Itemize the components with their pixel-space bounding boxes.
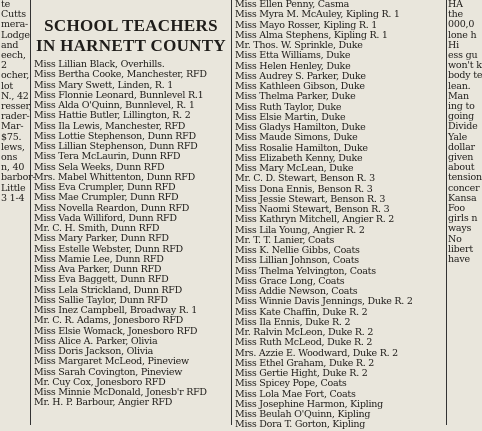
teacher-entry: Miss Eva Crumpler, Dunn RFD bbox=[34, 182, 176, 193]
text-fragment: Man bbox=[448, 90, 469, 102]
left-column-fragment bbox=[0, 0, 36, 425]
teacher-entry: Miss Beulah O'Quinn, Kipling bbox=[235, 409, 371, 420]
teacher-entry: Miss Inez Campbell, Broadway R. 1 bbox=[34, 305, 198, 316]
teacher-entry: Miss Mary Parker, Dunn RFD bbox=[34, 233, 169, 245]
teacher-entry: Miss Lillian Stephenson, Dunn RFD bbox=[34, 141, 198, 152]
text-fragment: the bbox=[448, 9, 463, 21]
text-fragment: ess gu bbox=[448, 50, 478, 62]
teacher-entry: Mrs. Azzie E. Woodward, Duke R. 2 bbox=[235, 347, 398, 359]
text-fragment: mera- bbox=[1, 19, 29, 31]
text-fragment: given bbox=[448, 152, 474, 164]
teacher-entry: Miss Margaret McLeod, Pineview bbox=[34, 356, 189, 368]
text-fragment: have bbox=[448, 254, 470, 266]
teacher-entry: Mr. C. R. Adams, Jonesboro RFD bbox=[34, 315, 184, 327]
right-column-fragment bbox=[446, 0, 482, 425]
teacher-entry: Miss Elsie Martin, Duke bbox=[235, 111, 346, 123]
teacher-entry: Mr. Thos. W. Sprinkle, Duke bbox=[235, 40, 363, 51]
text-fragment: 3 1-4 bbox=[1, 192, 25, 204]
teacher-entry: Miss Hattie Butler, Lillington, R. 2 bbox=[34, 110, 191, 122]
teacher-entry: Miss Elsie Womack, Jonesboro RFD bbox=[34, 325, 198, 337]
text-fragment: ocher, bbox=[1, 70, 30, 82]
teacher-entry: Miss Ruth Taylor, Duke bbox=[235, 101, 342, 113]
teacher-entry: Miss Lillian Johnson, Coats bbox=[235, 255, 359, 267]
headline-line-2: IN HARNETT COUNTY bbox=[36, 36, 226, 55]
text-fragment: concer bbox=[448, 182, 480, 194]
teacher-list-1 bbox=[31, 60, 231, 409]
text-fragment: lot bbox=[1, 80, 13, 92]
teacher-entry: Miss Ethel Graham, Duke R. 2 bbox=[235, 357, 375, 369]
teacher-entry: Mr. C. D. Stewart, Benson R. 3 bbox=[235, 173, 375, 185]
text-fragment: 000,0 bbox=[448, 19, 475, 31]
left-fragment-list bbox=[0, 0, 36, 204]
teacher-entry: Miss Alda O'Quinn, Bunnlevel, R. 1 bbox=[34, 100, 195, 111]
teacher-entry: Miss Vada Williford, Dunn RFD bbox=[34, 212, 177, 224]
teacher-entry: Miss Mayo Rosser, Kipling R. 1 bbox=[235, 19, 378, 31]
text-fragment: Kansa bbox=[448, 192, 477, 204]
headline-line-1: SCHOOL TEACHERS bbox=[44, 16, 218, 35]
text-fragment: lews, bbox=[1, 141, 25, 153]
text-fragment: $75. bbox=[1, 131, 22, 143]
teacher-entry: Miss Kathleen Gibson, Duke bbox=[235, 81, 365, 92]
teacher-entry: Miss Kate Chaffin, Duke R. 2 bbox=[235, 306, 368, 318]
teacher-entry: Mr. Cuy Cox, Jonesboro RFD bbox=[34, 376, 166, 388]
teacher-entry: Miss Spicey Pope, Coats bbox=[235, 378, 347, 390]
text-fragment: Hi bbox=[448, 39, 459, 51]
text-fragment: barbor- bbox=[1, 172, 36, 184]
teacher-entry: Miss Audrey S. Parker, Duke bbox=[235, 70, 366, 82]
teacher-entry: Miss K. Nellie Gibbs, Coats bbox=[235, 245, 360, 256]
teacher-entry: Miss Grace Long, Coats bbox=[235, 275, 345, 287]
teacher-entry: Mr. T. T. Lanier, Coats bbox=[235, 234, 335, 246]
teacher-entry: Miss Mary McLean, Duke bbox=[235, 163, 354, 174]
text-fragment: going bbox=[448, 111, 475, 123]
teacher-entry: Miss Maude Simons, Duke bbox=[235, 132, 358, 144]
teacher-entry: Miss Estelle Webster, Dunn RFD bbox=[34, 243, 183, 255]
teacher-entry: Miss Addie Newson, Coats bbox=[235, 286, 358, 297]
teacher-entry: Miss Minnie McDonald, Jonesb'r RFD bbox=[34, 387, 207, 398]
teacher-entry: Miss Lola Mae Fort, Coats bbox=[235, 388, 356, 400]
text-fragment: Cutts bbox=[1, 9, 26, 21]
teacher-entry: Mr. Ralvin McLeon, Duke R. 2 bbox=[235, 327, 374, 338]
right-fragment-list bbox=[447, 0, 482, 266]
text-fragment: Foo bbox=[448, 203, 465, 215]
teacher-list-column-2 bbox=[231, 0, 446, 431]
teacher-entry: Miss Dona Ennis, Benson R. 3 bbox=[235, 183, 373, 195]
teacher-entry: Mr. C. H. Smith, Dunn RFD bbox=[34, 223, 160, 234]
teacher-entry: Miss Lela Strickland, Dunn RFD bbox=[34, 284, 182, 296]
text-fragment: dollar bbox=[448, 141, 475, 153]
teacher-entry: Miss Ruth McLeod, Duke R. 2 bbox=[235, 337, 373, 349]
teacher-entry: Miss Lila Young, Angier R. 2 bbox=[235, 224, 365, 236]
text-fragment: about bbox=[448, 162, 475, 174]
text-fragment: eech, bbox=[1, 50, 26, 62]
teacher-entry: Miss Gertie Hight, Duke R. 2 bbox=[235, 368, 368, 379]
text-fragment: body te bbox=[448, 70, 482, 82]
text-fragment: te bbox=[1, 0, 11, 10]
teacher-entry: Miss Ila Lewis, Manchester, RFD bbox=[34, 120, 186, 132]
teacher-entry: Miss Mamie Lee, Dunn RFD bbox=[34, 253, 164, 265]
text-fragment: libert bbox=[448, 243, 473, 255]
teacher-entry: Miss Sarah Covington, Pineview bbox=[34, 366, 183, 378]
teacher-entry: Miss Mae Crumpler, Dunn RFD bbox=[34, 192, 179, 204]
text-fragment: 2 bbox=[1, 60, 7, 72]
teacher-entry: Miss Doris Jackson, Olivia bbox=[34, 346, 154, 357]
teacher-entry: Miss Ila Ennis, Duke R. 2 bbox=[235, 316, 351, 328]
text-fragment: Little bbox=[1, 182, 26, 194]
text-fragment: No bbox=[448, 233, 462, 245]
teacher-entry: Miss Lottie Stephenson, Dunn RFD bbox=[34, 130, 196, 142]
teacher-entry: Mrs. Mabel Whittenton, Dunn RFD bbox=[34, 171, 195, 183]
teacher-entry: Miss Rosalie Hamilton, Duke bbox=[235, 142, 368, 154]
teacher-entry: Miss Etta Williams, Duke bbox=[235, 50, 351, 62]
teacher-entry: Miss Bertha Cooke, Manchester, RFD bbox=[34, 69, 207, 81]
teacher-entry: Miss Alma Stephens, Kipling R. 1 bbox=[235, 29, 388, 41]
text-fragment: Yale bbox=[448, 131, 468, 143]
teacher-entry: Miss Dora T. Gorton, Kipling bbox=[235, 419, 366, 431]
teacher-entry: Miss Kathryn Mitchell, Angier R. 2 bbox=[235, 214, 395, 226]
text-fragment: resser, bbox=[1, 101, 32, 113]
text-fragment: N., 42 bbox=[1, 90, 29, 102]
text-fragment: tension bbox=[448, 172, 482, 184]
teacher-entry: Miss Flonnie Leonard, Bunnlevel R.1 bbox=[34, 89, 204, 101]
text-fragment: Divide bbox=[448, 121, 478, 133]
teacher-entry: Miss Myra M. McAuley, Kipling R. 1 bbox=[235, 9, 400, 21]
teacher-entry: Miss Alice A. Parker, Olivia bbox=[34, 335, 158, 347]
teacher-entry: Miss Sallie Taylor, Dunn RFD bbox=[34, 294, 168, 306]
teacher-entry: Miss Tera McLaurin, Dunn RFD bbox=[34, 151, 181, 163]
teacher-entry: Miss Josephine Harmon, Kipling bbox=[235, 398, 383, 410]
text-fragment: Mar- bbox=[1, 121, 24, 133]
text-fragment: won't k bbox=[448, 60, 482, 72]
text-fragment: HA bbox=[448, 0, 463, 10]
teacher-entry: Miss Novella Reardon, Dunn RFD bbox=[34, 202, 190, 214]
teacher-entry: Miss Eva Baggett, Dunn RFD bbox=[34, 274, 169, 286]
teacher-entry: Miss Mary Swett, Linden, R. 1 bbox=[34, 79, 174, 91]
text-fragment: lone h bbox=[448, 29, 477, 41]
teacher-list-column-1 bbox=[30, 0, 231, 425]
text-fragment: and bbox=[1, 39, 19, 51]
text-fragment: rader- bbox=[1, 111, 30, 123]
teacher-entry: Miss Ellen Penny, Casma bbox=[235, 0, 350, 10]
text-fragment: Lodge bbox=[1, 29, 30, 41]
text-fragment: ons bbox=[1, 152, 18, 164]
text-fragment: ways bbox=[448, 223, 472, 235]
teacher-entry: Miss Elizabeth Kenny, Duke bbox=[235, 152, 363, 164]
teacher-entry: Mr. H. P. Barbour, Angier RFD bbox=[34, 397, 173, 409]
teacher-entry: Miss Thelma Parker, Duke bbox=[235, 91, 356, 103]
teacher-entry: Miss Jessie Stewart, Benson R. 3 bbox=[235, 193, 386, 205]
teacher-entry: Miss Sela Weeks, Dunn RFD bbox=[34, 161, 165, 173]
teacher-entry: Miss Lillian Black, Overhills. bbox=[34, 59, 165, 70]
teacher-entry: Miss Naomi Stewart, Benson R. 3 bbox=[235, 204, 390, 215]
text-fragment: lean. bbox=[448, 80, 471, 92]
teacher-entry: Miss Helen Henley, Duke bbox=[235, 60, 351, 72]
text-fragment: n, 40 bbox=[1, 162, 25, 174]
text-fragment: ing to bbox=[448, 101, 475, 113]
teacher-entry: Miss Winnie Davis Jennings, Duke R. 2 bbox=[235, 296, 413, 308]
teacher-entry: Miss Gladys Hamilton, Duke bbox=[235, 122, 366, 133]
teacher-entry: Miss Thelma Yelvington, Coats bbox=[235, 265, 376, 277]
teacher-entry: Miss Ava Parker, Dunn RFD bbox=[34, 264, 162, 275]
text-fragment: girls n bbox=[448, 213, 478, 225]
teacher-list-2 bbox=[232, 0, 446, 431]
